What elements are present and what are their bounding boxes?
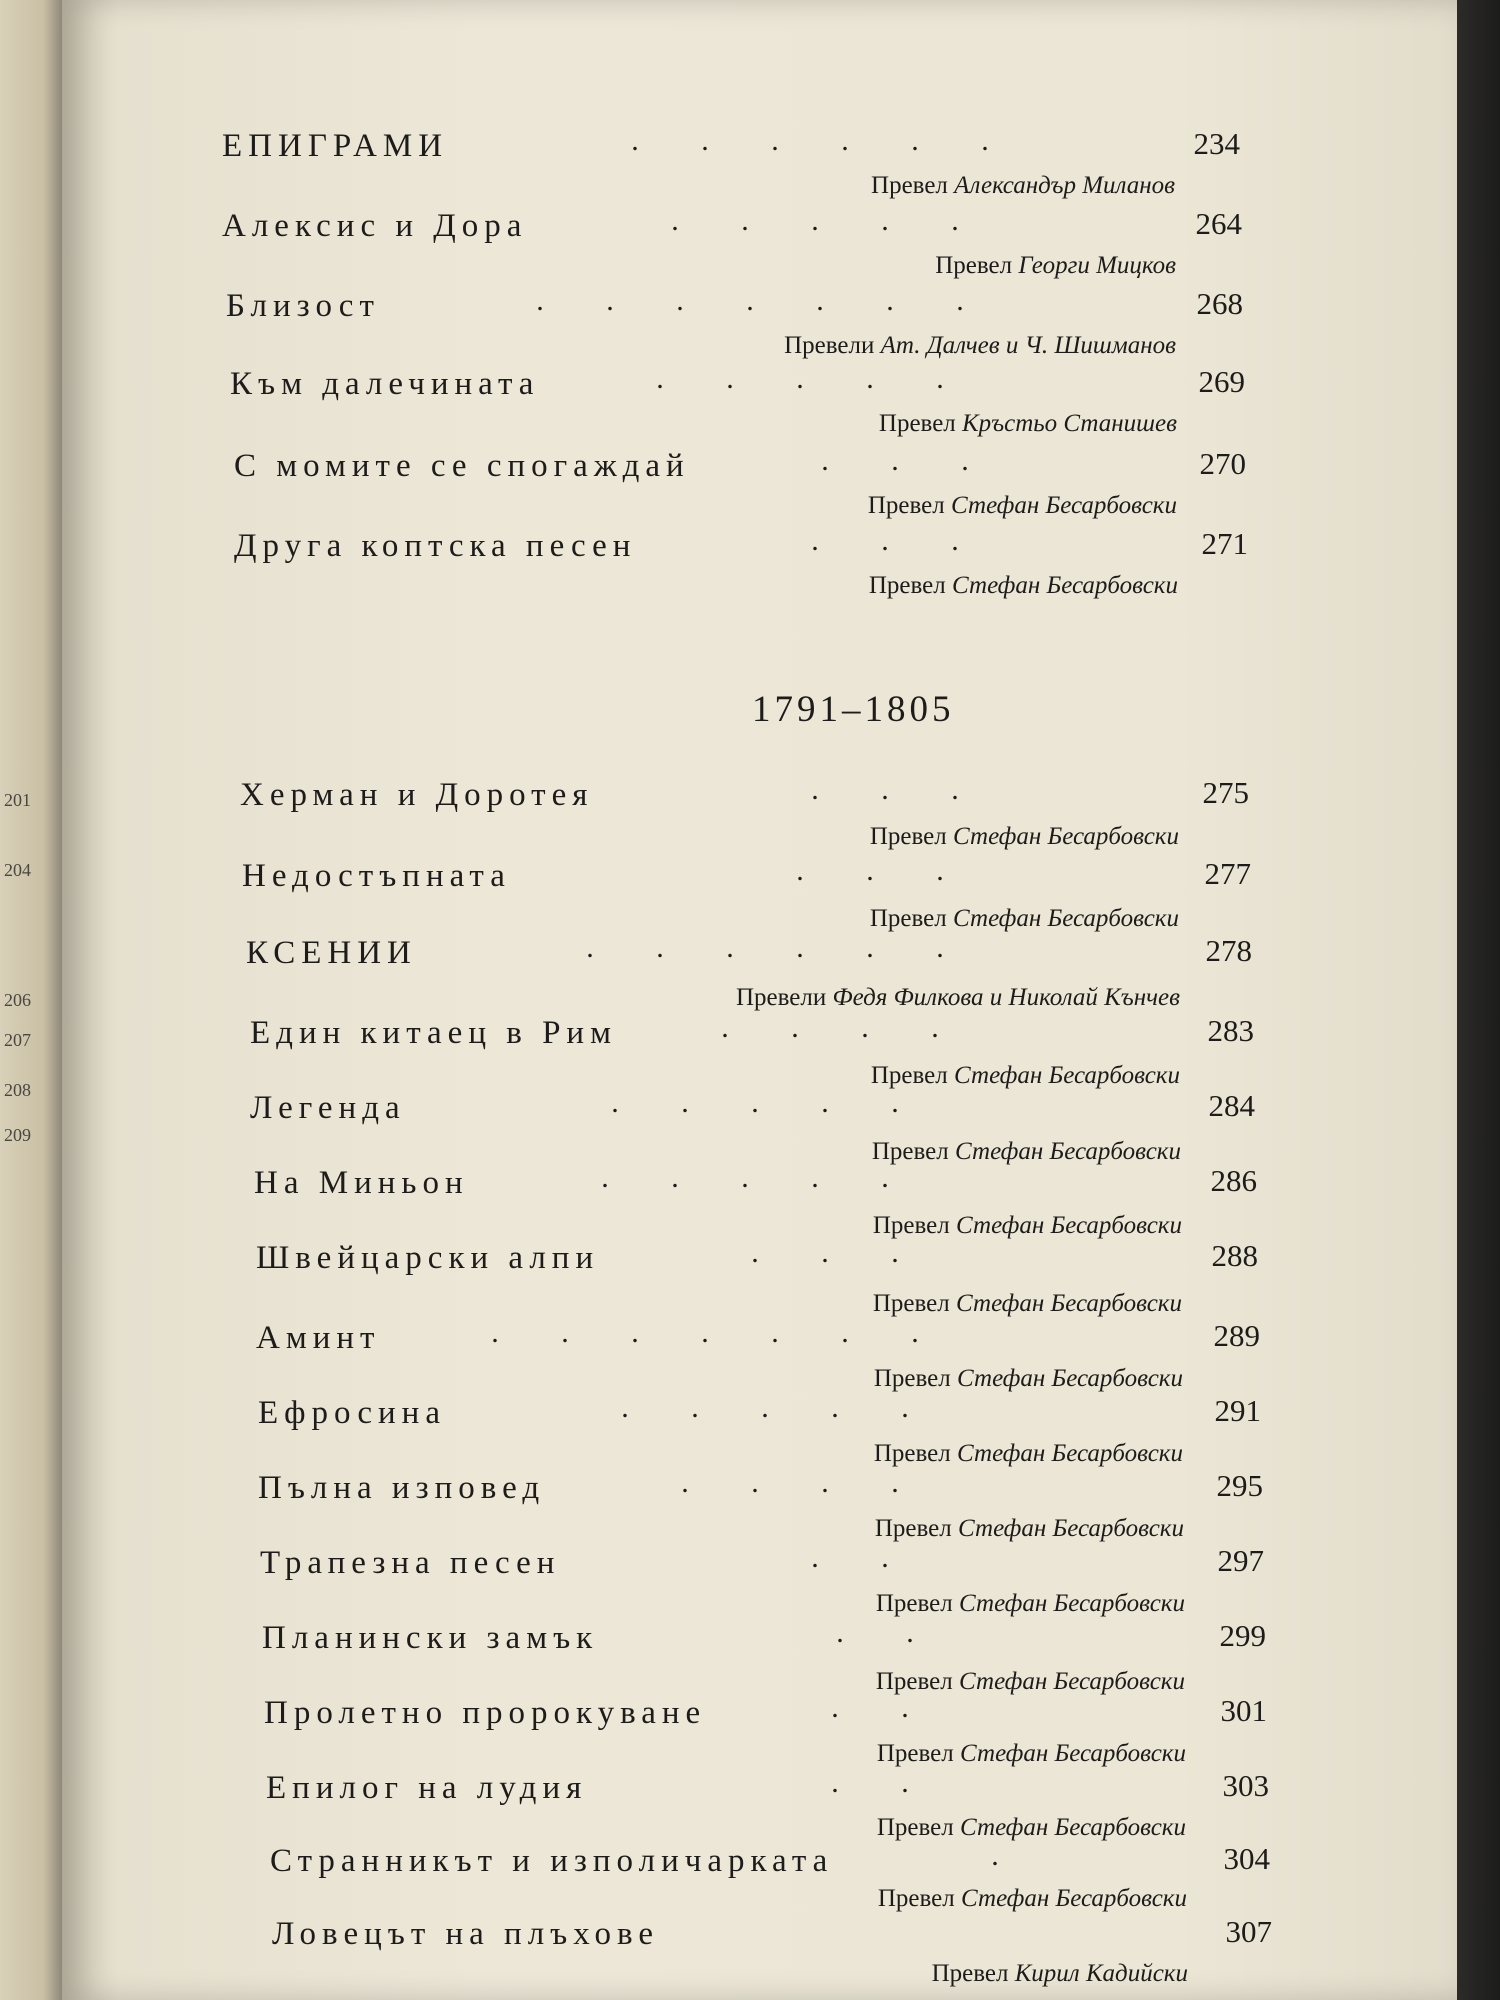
toc-entry-title: Аминт — [256, 1320, 381, 1356]
toc-entry-title: Недостъпната — [242, 858, 511, 894]
leader-dots: . . — [836, 1616, 914, 1649]
translator-prefix: Превели — [784, 332, 881, 359]
toc-translator-credit — [878, 1885, 1187, 1913]
leader-dots: . — [991, 1839, 999, 1872]
translator-prefix: Превел — [871, 172, 955, 199]
translator-prefix: Превел — [872, 1212, 957, 1239]
translator-name: Стефан Бесарбовски — [954, 1062, 1180, 1089]
toc-page-number: 277 — [1204, 856, 1251, 891]
toc-page-number: 295 — [1216, 1468, 1263, 1503]
translator-prefix: Превел — [876, 1740, 961, 1767]
translator-name: Федя Филкова и Николай Кънчев — [832, 984, 1180, 1011]
toc-entry-title: КСЕНИИ — [246, 935, 417, 971]
toc-page-number: 291 — [1214, 1393, 1261, 1428]
toc-page-number: 269 — [1198, 364, 1245, 399]
translator-prefix: Превел — [877, 1885, 962, 1912]
translator-prefix: Превели — [735, 984, 833, 1011]
toc-entry-title: Планински замък — [262, 1620, 599, 1656]
facing-page-mark: 201 — [4, 790, 31, 810]
toc-page-number: 270 — [1199, 446, 1246, 481]
toc-page-number: 286 — [1210, 1163, 1257, 1198]
translator-prefix: Превел — [872, 1290, 957, 1317]
translator-name: Стефан Бесарбовски — [951, 492, 1177, 519]
leader-dots: . . . . . — [656, 362, 944, 395]
toc-entry-title: Ловецът на плъхове — [272, 1916, 660, 1952]
facing-page-mark: 209 — [4, 1125, 31, 1145]
leader-dots: . . . . . — [671, 204, 959, 237]
translator-prefix: Превел — [935, 252, 1019, 279]
toc-page-number: 264 — [1195, 206, 1242, 241]
translator-prefix: Превел — [875, 1668, 960, 1695]
toc-translator-credit — [876, 1590, 1185, 1618]
toc-page-number: 301 — [1220, 1693, 1267, 1728]
toc-translator-credit — [877, 1814, 1186, 1842]
toc-entry-title: Ефросина — [258, 1395, 446, 1431]
translator-prefix: Превел — [871, 1138, 956, 1165]
leader-dots: . . . . . — [611, 1086, 899, 1119]
toc-entry-title: Към далечината — [230, 366, 540, 402]
toc-translator-credit — [871, 172, 1175, 200]
toc-page-number: 303 — [1222, 1768, 1269, 1803]
toc-translator-credit — [784, 332, 1176, 360]
leader-dots: . . . . . . — [631, 124, 989, 157]
translator-name: Стефан Бесарбовски — [955, 1138, 1181, 1165]
toc-page-number: 299 — [1219, 1618, 1266, 1653]
facing-page-mark: 204 — [4, 860, 31, 880]
toc-page-number: 289 — [1213, 1318, 1260, 1353]
toc-page-number: 288 — [1211, 1238, 1258, 1273]
toc-translator-credit — [870, 823, 1179, 851]
toc-entry-title: Епилог на лудия — [266, 1770, 588, 1806]
facing-page-mark: 206 — [4, 990, 31, 1010]
leader-dots: . . — [831, 1766, 909, 1799]
book-cover-edge — [1457, 0, 1500, 2000]
translator-prefix: Превел — [869, 823, 954, 850]
toc-entry-title: Алексис и Дора — [222, 208, 528, 244]
translator-name: Стефан Бесарбовски — [960, 1740, 1186, 1767]
translator-prefix: Превел — [868, 572, 953, 599]
toc-page-number: 304 — [1223, 1841, 1270, 1876]
translator-name: Стефан Бесарбовски — [959, 1668, 1185, 1695]
translator-prefix: Превел — [873, 1365, 958, 1392]
translator-prefix: Превел — [869, 905, 954, 932]
leader-dots: . . . . . . . — [491, 1316, 919, 1349]
translator-prefix: Превел — [870, 1062, 955, 1089]
translator-name: Ат. Далчев и Ч. Шишманов — [880, 332, 1176, 359]
leader-dots: . . . — [821, 444, 969, 477]
leader-dots: . . . . — [721, 1011, 939, 1044]
translator-prefix: Превел — [867, 492, 952, 519]
toc-page-number: 278 — [1205, 933, 1252, 968]
toc-entry-title: Пролетно пророкуване — [264, 1695, 707, 1731]
leader-dots: . . . . . . — [586, 931, 944, 964]
toc-translator-credit — [736, 984, 1180, 1012]
leader-dots: . . — [811, 1541, 889, 1574]
toc-page-number: 307 — [1225, 1914, 1272, 1949]
toc-page-number: 275 — [1202, 775, 1249, 810]
toc-page-number: 234 — [1193, 126, 1240, 161]
toc-entry-title: С момите се спогаждай — [234, 448, 690, 484]
toc-page-number: 284 — [1208, 1088, 1255, 1123]
toc-page-number: 271 — [1201, 526, 1248, 561]
toc-entry-title: Херман и Доротея — [240, 777, 594, 813]
toc-translator-credit — [874, 1440, 1183, 1468]
leader-dots: . . . — [796, 854, 944, 887]
translator-name: Стефан Бесарбовски — [961, 1885, 1187, 1912]
translator-prefix: Превел — [875, 1590, 960, 1617]
translator-name: Стефан Бесарбовски — [956, 1212, 1182, 1239]
translator-name: Стефан Бесарбовски — [953, 905, 1179, 932]
toc-translator-credit — [875, 1515, 1184, 1543]
leader-dots: . . . . . — [601, 1161, 889, 1194]
toc-translator-credit — [870, 905, 1179, 933]
translator-name: Георги Мицков — [1018, 252, 1176, 279]
translator-name: Стефан Бесарбовски — [957, 1365, 1183, 1392]
toc-entry-title: Легенда — [250, 1090, 406, 1126]
toc-entry-title: Друга коптска песен — [234, 528, 637, 564]
toc-page-number: 297 — [1217, 1543, 1264, 1578]
toc-translator-credit — [877, 1740, 1186, 1768]
translator-name: Стефан Бесарбовски — [958, 1515, 1184, 1542]
toc-translator-credit — [873, 1290, 1182, 1318]
toc-translator-credit — [932, 1960, 1188, 1988]
toc-entry-title: Швейцарски алпи — [256, 1240, 600, 1276]
translator-prefix: Превел — [874, 1515, 959, 1542]
translator-prefix: Превел — [876, 1814, 961, 1841]
toc-translator-credit — [868, 492, 1177, 520]
toc-entry-title: Трапезна песен — [260, 1545, 561, 1581]
translator-name: Стефан Бесарбовски — [952, 572, 1178, 599]
leader-dots: . . . — [751, 1236, 899, 1269]
facing-page-edge — [0, 0, 62, 2000]
translator-name: Стефан Бесарбовски — [956, 1290, 1182, 1317]
translator-name: Стефан Бесарбовски — [960, 1814, 1186, 1841]
toc-translator-credit — [869, 572, 1178, 600]
translator-prefix: Превел — [931, 1960, 1015, 1987]
facing-page-mark: 208 — [4, 1080, 31, 1100]
toc-translator-credit — [874, 1365, 1183, 1393]
toc-page-number: 268 — [1196, 286, 1243, 321]
translator-prefix: Превел — [873, 1440, 958, 1467]
section-heading: 1791–1805 — [752, 689, 955, 730]
translator-name: Кирил Кадийски — [1014, 1960, 1188, 1987]
translator-name: Стефан Бесарбовски — [957, 1440, 1183, 1467]
leader-dots: . . . . . — [621, 1391, 909, 1424]
toc-entry-title: На Миньон — [254, 1165, 469, 1201]
translator-name: Александър Миланов — [954, 172, 1175, 199]
translator-prefix: Превел — [878, 410, 963, 437]
leader-dots: . . — [831, 1691, 909, 1724]
toc-entry-title: Пълна изповед — [258, 1470, 546, 1506]
toc-entry-title: ЕПИГРАМИ — [222, 128, 449, 164]
translator-name: Стефан Бесарбовски — [953, 823, 1179, 850]
toc-translator-credit — [879, 410, 1177, 438]
toc-entry-title: Близост — [226, 288, 380, 324]
leader-dots: . . . . — [681, 1466, 899, 1499]
leader-dots: . . . — [811, 773, 959, 806]
translator-name: Стефан Бесарбовски — [959, 1590, 1185, 1617]
leader-dots: . . . — [811, 524, 959, 557]
toc-page-number: 283 — [1207, 1013, 1254, 1048]
toc-entry-title: Странникът и изполичарката — [270, 1843, 834, 1879]
facing-page-mark: 207 — [4, 1030, 31, 1050]
translator-name: Кръстьо Станишев — [962, 410, 1177, 437]
leader-dots: . . . . . . . — [536, 284, 964, 317]
toc-entry-title: Един китаец в Рим — [250, 1015, 617, 1051]
toc-translator-credit — [935, 252, 1176, 280]
